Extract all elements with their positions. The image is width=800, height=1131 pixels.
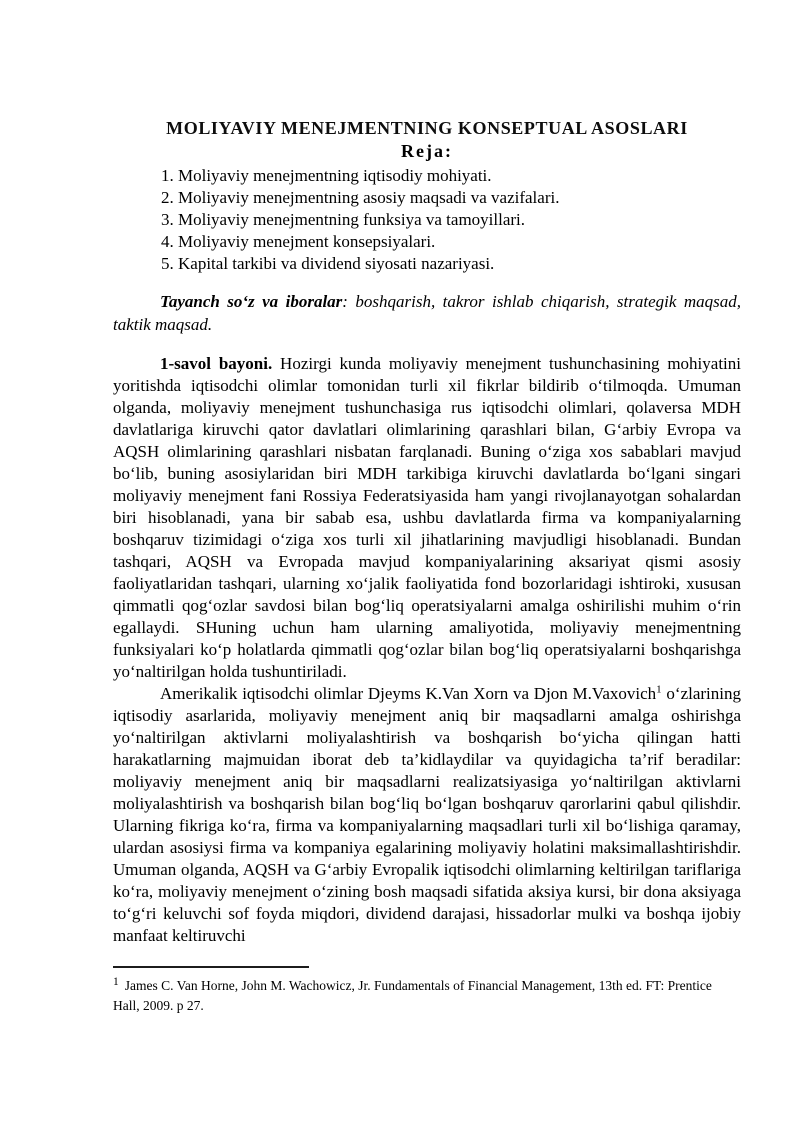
footnote-reference: 1 [656, 683, 662, 696]
document-title: MOLIYAVIY MENEJMENTNING KONSEPTUAL ASOSLARI [166, 118, 688, 138]
footnote-marker: 1 [113, 975, 119, 988]
plan-item: 4. Moliyaviy menejment konsepsiyalari. [161, 232, 436, 251]
keywords-label: Tayanch so‘z va iboralar [160, 292, 343, 311]
keywords-paragraph [113, 291, 741, 336]
plan-list [113, 165, 741, 275]
plan-item: 5. Kapital tarkibi va dividend siyosati nazariyasi. [161, 254, 495, 273]
section1-paragraph [113, 353, 741, 683]
section2-text-before-ref: Amerikalik iqtisodchi olimlar Djeyms K.Van Xorn va Djon M.Vaxovich [160, 684, 657, 703]
section1-text: Hozirgi kunda moliyaviy menejment tushunchasining mohiyatini yoritishda iqtisodchi olimlar tomonidan turli xil fikrlar bildirib o‘tilmoqda. Umuman olganda, moliyaviy menejment tushunchasiga rus iqtisodchi olimlari, qolaversa MDH davlatlariga kiruvchi qator davlatlari olimlarining qarashlari bilan, G‘arbiy Evropa va AQSH olimlarining qarashlari nisbatan farqlanadi. Buning o‘ziga xos sabablari mavjud bo‘lib, buning asosiylaridan biri MDH tarkibiga kiruvchi davlatlarda bo‘lgani singari moliyaviy menejment fani Rossiya Federatsiyasida ham yangi rivojlanayotgan sohalardan biri hisoblanadi, yana bir sabab esa, ushbu davlatlarda firma va kompaniyalarning boshqaruv tizimidagi o‘ziga xos turli xil jihatlarining mavjudligi hisoblanadi. Bundan tashqari, AQSH va Evropada mavjud kompaniyalarining aksariyat qismi asosiy faoliyatlaridan tashqari, ularning xo‘jalik faoliyatida fond bozorlaridagi ishtiroki, xususan qimmatli qog‘ozlar savdosi bilan bog‘liq operatsiyalarni amalga oshirilishi muhim o‘rin egallaydi. SHuning uchun ham ularning amaliyotida, moliyaviy menejmentning funksiyalari ko‘p holatlarda qimmatli qog‘ozlar bilan bog‘liq operatsiyalarni boshqarishga yo‘naltirilgan holda tushuntiriladi. [113, 354, 741, 681]
plan-heading: Reja: [401, 141, 453, 161]
footnote [113, 976, 741, 1016]
section2-paragraph [113, 683, 741, 947]
page-content [113, 117, 741, 1016]
section1-lead: 1-savol bayoni. [160, 354, 273, 373]
plan-item: 2. Moliyaviy menejmentning asosiy maqsadi va vazifalari. [161, 188, 560, 207]
footnote-text: James C. Van Horne, John M. Wachowicz, Jr. Fundamentals of Financial Management, 13th ed. FT: Prentice Hall, 2009. p 27. [113, 978, 712, 1013]
plan-item: 3. Moliyaviy menejmentning funksiya va tamoyillari. [161, 210, 526, 229]
footnote-divider [113, 966, 309, 968]
keywords-text: : boshqarish, takror ishlab chiqarish, strategik maqsad, taktik maqsad. [113, 292, 741, 334]
plan-item: 1. Moliyaviy menejmentning iqtisodiy mohiyati. [161, 166, 492, 185]
section2-text-after-ref: o‘zlarining iqtisodiy asarlarida, moliyaviy menejment aniq bir maqsadlarni amalga oshirishga yo‘naltirilgan aktivlarni moliyalashtirish va boshqarish bo‘yicha qilingan hatti harakatlarning majmuidan iborat deb ta’kidlaydilar va quyidagicha ta’rif beradilar: moliyaviy menejment aniq bir maqsadlarni realizatsiyasiga yo‘naltirilgan aktivlarni moliyalashtirish va boshqarish bilan bog‘liq bo‘lgan boshqaruv qarorlarini qabul qilishdir. Ularning fikriga ko‘ra, firma va kompaniyalarning maqsadlari turli xil bo‘lishiga qaramay, ulardan asosiysi firma va kompaniya egalarining moliyaviy holatini maksimallashtirishdir. Umuman olganda, AQSH va G‘arbiy Evropalik iqtisodchi olimlarning keltirilgan tariflariga ko‘ra, moliyaviy menejment o‘zining bosh maqsadi sifatida aksiya kursi, bir dona aksiyaga to‘g‘ri keluvchi sof foyda miqdori, dividend darajasi, hissadorlar mulki va boshqa ijobiy manfaat keltiruvchi [113, 684, 741, 945]
